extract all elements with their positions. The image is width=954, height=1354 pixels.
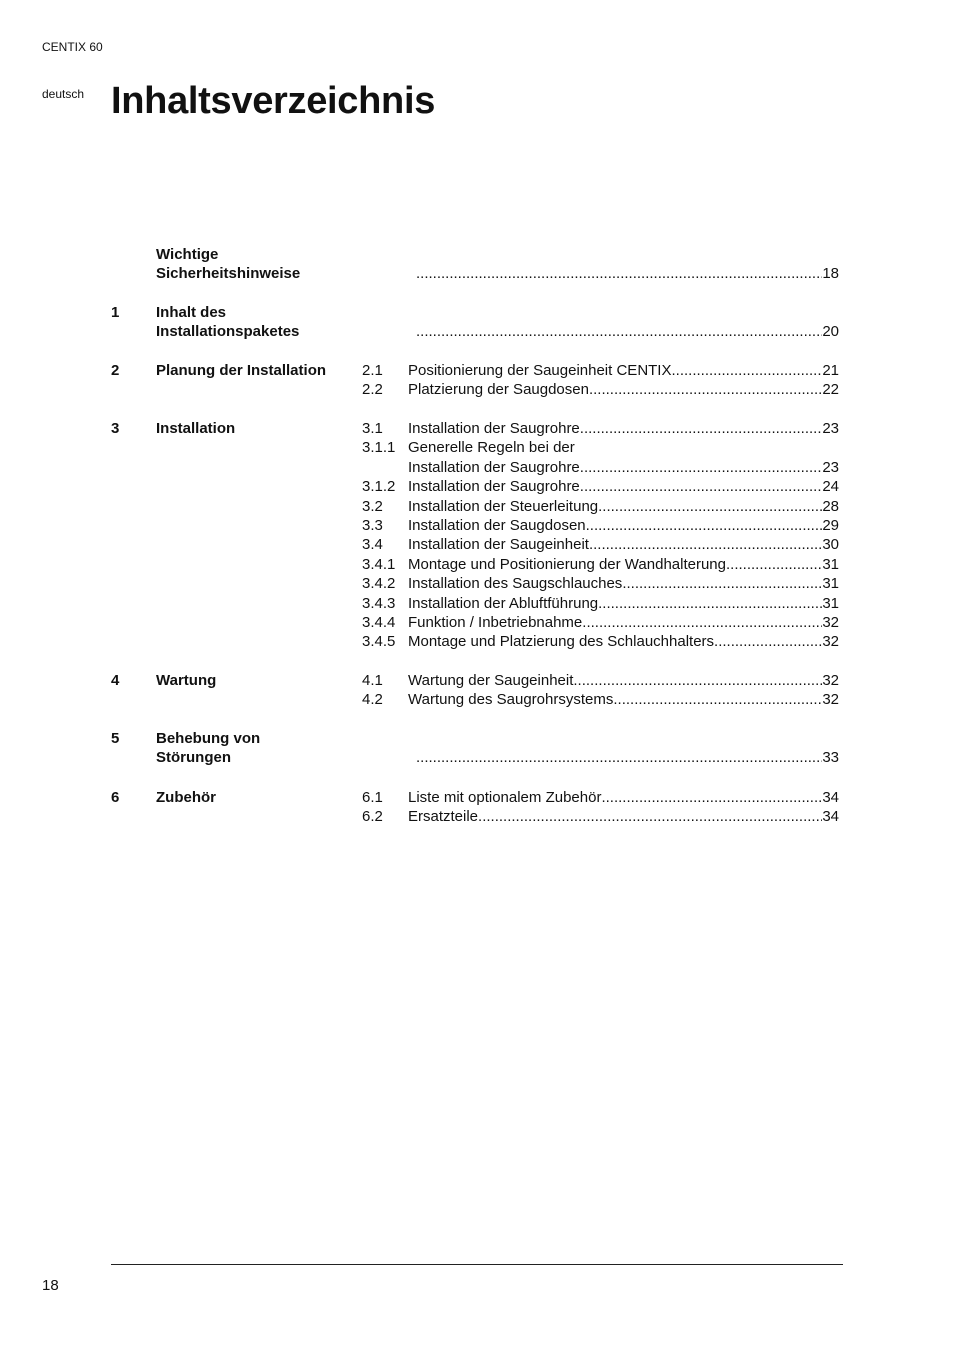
toc-entry[interactable]	[408, 477, 839, 497]
entry-page: 29	[822, 517, 839, 534]
dot-leader	[416, 322, 822, 342]
toc-entry[interactable]	[408, 594, 839, 614]
section-number: 3.1.2	[362, 478, 396, 496]
page-title: Inhaltsverzeichnis	[111, 80, 436, 122]
dot-leader	[580, 419, 823, 439]
entry-title: Installation der Saugdosen	[408, 517, 586, 534]
toc-entry[interactable]	[408, 807, 839, 827]
section-number: 3.3	[362, 517, 383, 534]
chapter-title: Wichtige	[156, 246, 219, 263]
chapter-title: Behebung von	[156, 730, 261, 747]
entry-page: 33	[822, 749, 839, 767]
footer-divider	[111, 1264, 843, 1265]
entry-page: 30	[822, 536, 839, 554]
toc-entry[interactable]	[408, 516, 839, 536]
chapter-title: Installationspaketes	[156, 323, 300, 341]
chapter-number: 5	[111, 730, 120, 747]
entry-title: Installation der Saugrohre	[408, 478, 580, 496]
dot-leader	[580, 477, 823, 497]
dot-leader	[586, 516, 823, 536]
dot-leader	[622, 574, 822, 594]
chapter-title: Zubehör	[156, 789, 216, 806]
entry-title: Ersatzteile	[408, 808, 479, 826]
toc-entry[interactable]	[416, 264, 839, 284]
toc-entry[interactable]	[408, 632, 839, 652]
entry-page: 23	[822, 420, 839, 437]
toc-entry[interactable]	[408, 458, 839, 478]
entry-page: 18	[822, 265, 839, 283]
section-number: 3.1.1	[362, 439, 396, 457]
section-number: 6.1	[362, 789, 383, 806]
dot-leader	[478, 807, 822, 827]
section-number: 4.1	[362, 672, 383, 689]
toc-entry[interactable]	[408, 497, 839, 517]
entry-page: 22	[822, 381, 839, 399]
language-label: deutsch	[42, 87, 85, 101]
entry-title: Installation der Abluftführung	[408, 594, 599, 612]
toc-entry[interactable]	[408, 361, 839, 381]
dot-leader	[598, 594, 822, 614]
chapter-number: 2	[111, 362, 120, 379]
chapter-title: Störungen	[156, 749, 231, 767]
section-number: 3.4	[362, 536, 383, 554]
toc-entry[interactable]	[408, 788, 839, 808]
entry-title: Liste mit optionalem Zubehör	[408, 789, 602, 806]
entry-title: Installation der Steuerleitung	[408, 497, 599, 515]
dot-leader	[589, 535, 822, 555]
dot-leader	[582, 613, 822, 633]
dot-leader	[416, 264, 822, 284]
section-number: 2.2	[362, 381, 383, 399]
section-number: 3.4.5	[362, 633, 396, 651]
section-number: 3.4.2	[362, 575, 396, 593]
chapter-number: 6	[111, 789, 120, 806]
toc-entry[interactable]	[408, 671, 839, 691]
entry-title: Installation der Saugrohre	[408, 420, 580, 437]
chapter-number: 1	[111, 304, 120, 321]
entry-page: 31	[822, 575, 839, 593]
entry-page: 24	[822, 478, 839, 496]
entry-page: 32	[822, 691, 839, 709]
entry-page: 32	[822, 614, 839, 631]
chapter-title: Sicherheitshinweise	[156, 265, 301, 283]
section-number: 3.4.1	[362, 555, 396, 573]
dot-leader	[714, 632, 822, 652]
toc-entry[interactable]	[408, 535, 839, 555]
dot-leader	[580, 458, 823, 478]
entry-title: Montage und Positionierung der Wandhalterung	[408, 555, 726, 573]
entry-title: Wartung der Saugeinheit	[408, 672, 574, 689]
entry-page: 34	[822, 789, 839, 806]
page-number: 18	[42, 1277, 59, 1294]
entry-title: Funktion / Inbetriebnahme	[408, 614, 583, 631]
entry-page: 20	[822, 323, 839, 341]
dot-leader	[671, 361, 822, 381]
entry-title: Generelle Regeln bei der	[408, 439, 575, 457]
entry-page: 31	[822, 594, 839, 612]
entry-title: Positionierung der Saugeinheit CENTIX	[408, 362, 672, 379]
toc-entry[interactable]	[408, 574, 839, 594]
dot-leader	[726, 555, 822, 575]
entry-title: Montage und Platzierung des Schlauchhalters	[408, 633, 715, 651]
entry-title: Installation der Saugeinheit	[408, 536, 589, 554]
chapter-title: Installation	[156, 420, 236, 437]
dot-leader	[598, 497, 822, 517]
product-name: CENTIX 60	[42, 40, 103, 54]
section-number: 3.4.4	[362, 614, 396, 631]
entry-page: 23	[822, 458, 839, 476]
toc-entry[interactable]	[408, 380, 839, 400]
dot-leader	[416, 748, 822, 768]
section-number: 3.4.3	[362, 594, 396, 612]
chapter-title: Wartung	[156, 672, 217, 689]
toc-entry[interactable]	[408, 419, 839, 439]
entry-title: Wartung des Saugrohrsystems	[408, 691, 614, 709]
entry-title: Platzierung der Saugdosen	[408, 381, 589, 399]
entry-title: Installation der Saugrohre	[408, 458, 580, 476]
entry-page: 32	[822, 672, 839, 689]
section-number: 4.2	[362, 691, 383, 709]
entry-title: Installation des Saugschlauches	[408, 575, 623, 593]
chapter-number: 3	[111, 420, 120, 437]
dot-leader	[573, 671, 822, 691]
dot-leader	[613, 690, 822, 710]
entry-page: 31	[822, 555, 839, 573]
toc-entry[interactable]	[408, 690, 839, 710]
toc-entry[interactable]	[408, 555, 839, 575]
toc-entry[interactable]	[416, 748, 839, 768]
entry-page: 34	[822, 808, 839, 826]
entry-page: 28	[822, 497, 839, 515]
toc-entry[interactable]	[416, 322, 839, 342]
chapter-title: Planung der Installation	[156, 362, 327, 379]
toc-entry[interactable]	[408, 613, 839, 633]
entry-page: 32	[822, 633, 839, 651]
entry-page: 21	[822, 362, 839, 379]
section-number: 2.1	[362, 362, 383, 379]
section-number: 3.2	[362, 497, 383, 515]
dot-leader	[601, 788, 822, 808]
section-number: 3.1	[362, 420, 383, 437]
section-number: 6.2	[362, 808, 383, 826]
dot-leader	[589, 380, 822, 400]
chapter-title: Inhalt des	[156, 304, 227, 321]
chapter-number: 4	[111, 672, 120, 689]
